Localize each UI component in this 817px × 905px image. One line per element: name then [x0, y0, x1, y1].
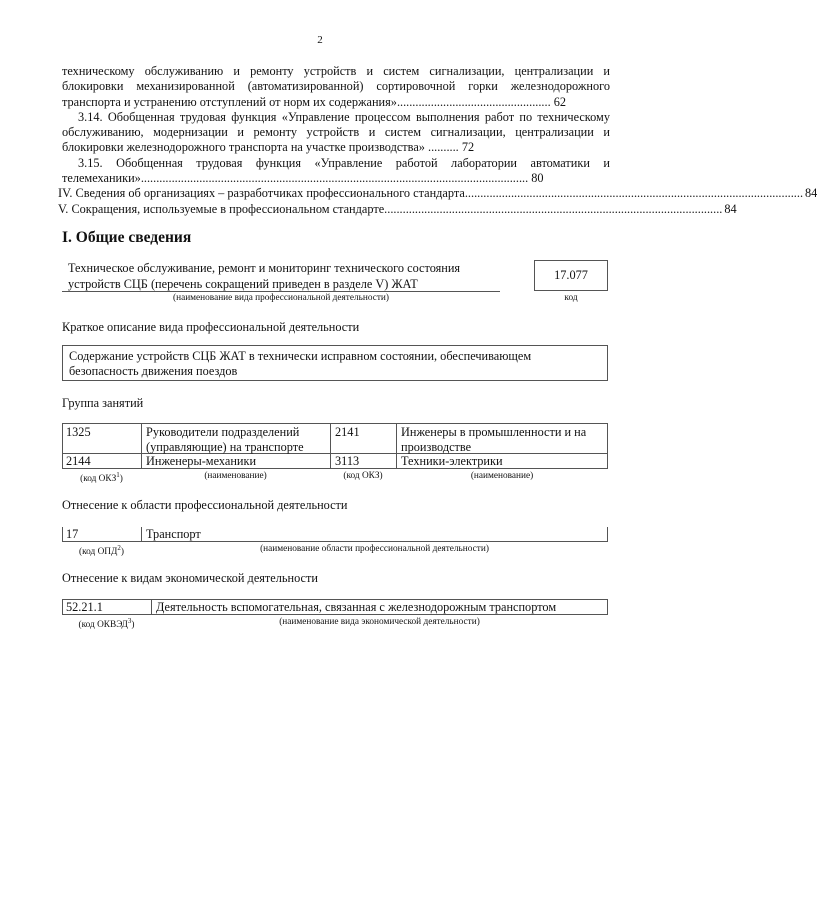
page-number: 2	[317, 34, 323, 46]
toc-item-text: 3.15. Обобщенная трудовая функция «Управление работой лаборатории автоматики и телемеханики»	[62, 155, 610, 186]
toc-item-page: 84	[724, 201, 737, 216]
table-row: 3113	[335, 454, 360, 468]
prof-area-name: Транспорт	[146, 527, 201, 541]
toc-item-page: 84	[805, 186, 817, 201]
toc-item-3-15[interactable]: 3.15. Обобщенная трудовая функция «Управление работой лаборатории автоматики и телемеханики».............................................................................................................................. 80	[62, 155, 610, 186]
activity-name: Техническое обслуживание, ремонт и мониторинг технического состояния устройств СЦБ (перечень сокращений приведен в разделе V) ЖАТ	[68, 261, 461, 291]
caption-name: (наименование)	[470, 471, 534, 481]
table-row: 2141	[335, 425, 360, 439]
table-row: 1325	[66, 425, 91, 439]
caption-okved-code: (код ОКВЭД$^3$)	[78, 617, 135, 631]
toc-item-page: 72	[461, 140, 475, 155]
toc-item-iv[interactable]: IV. Сведения об организациях – разработчиках профессионального стандарта .............................................................................................................. 84	[58, 186, 817, 201]
toc-item-page: 80	[531, 171, 544, 186]
toc-item-text: V. Сокращения, используемые в профессиональном стандарте	[58, 201, 385, 216]
toc-item-page: 62	[553, 94, 567, 109]
prof-area-row	[62, 527, 608, 542]
econ-heading: Отнесение к видам экономической деятельности	[62, 571, 318, 585]
section-title: I. Общие сведения	[62, 229, 192, 246]
table-row: Инженеры-механики	[146, 454, 257, 468]
occupations-heading: Группа занятий	[62, 396, 144, 410]
toc-item-3-14[interactable]: 3.14. Обобщенная трудовая функция «Управление процессом выполнения работ по техническому обслуживанию, модернизации и ремонту устройств и систем сигнализации, централизации и блокировки железнодорожного транспорта на участке производства» .......... 72	[62, 109, 610, 155]
caption-okz-code: (код ОКЗ)	[343, 471, 383, 481]
description-heading: Краткое описание вида профессиональной деятельности	[62, 320, 360, 334]
description-box: Содержание устройств СЦБ ЖАТ в технически исправном состоянии, обеспечивающем безопасность движения поездов	[62, 345, 608, 381]
toc-item-v[interactable]: V. Сокращения, используемые в профессиональном стандарте .............................................................................................................. 84	[58, 201, 737, 216]
table-row: 2144	[66, 454, 91, 468]
econ-name: Деятельность вспомогательная, связанная с железнодорожным транспортом	[156, 600, 557, 614]
caption-okz-code: (код ОКЗ$^1$)	[80, 471, 123, 485]
activity-code-caption: код	[564, 293, 578, 303]
caption-name: (наименование)	[204, 471, 267, 481]
prof-area-code: 17	[66, 527, 79, 541]
table-row: Инженеры в промышленности и на производстве	[401, 425, 587, 454]
prof-area-heading: Отнесение к области профессиональной деятельности	[62, 498, 348, 512]
caption-name: (наименование вида экономической деятельности)	[279, 617, 480, 627]
table-row: Руководители подразделений (управляющие) на транспорте	[146, 425, 304, 454]
caption-name: (наименование области профессиональной деятельности)	[260, 544, 489, 554]
activity-code: 17.077	[534, 260, 608, 291]
caption-opd-code: (код ОПД$^2$)	[79, 544, 124, 558]
toc-item-3-13-end[interactable]: техническому обслуживанию и ремонту устройств и систем сигнализации, централизации и блокировки механизированной (автоматизированной) сортировочной горки железнодорожного транспорта и устранению отступлений от норм их содержания».................................................. 62	[62, 64, 610, 109]
toc-item-text: IV. Сведения об организациях – разработчиках профессионального стандарта	[58, 186, 465, 201]
table-row: Техники-электрики	[401, 454, 503, 468]
table-of-contents	[58, 64, 817, 217]
econ-code: 52.21.1	[66, 600, 103, 614]
toc-item-text: 3.14. Обобщенная трудовая функция «Управление процессом выполнения работ по техническому обслуживанию, модернизации и ремонту устройств и систем сигнализации, централизации и блокировки железнодорожного транспорта на участке производства»	[62, 109, 610, 155]
toc-item-text: техническому обслуживанию и ремонту устройств и систем сигнализации, централизации и блокировки механизированной (автоматизированной) сортировочной горки железнодорожного транспорта и устранению отступлений от норм их содержания»	[62, 64, 610, 109]
activity-name-caption: (наименование вида профессиональной деятельности)	[173, 293, 389, 303]
